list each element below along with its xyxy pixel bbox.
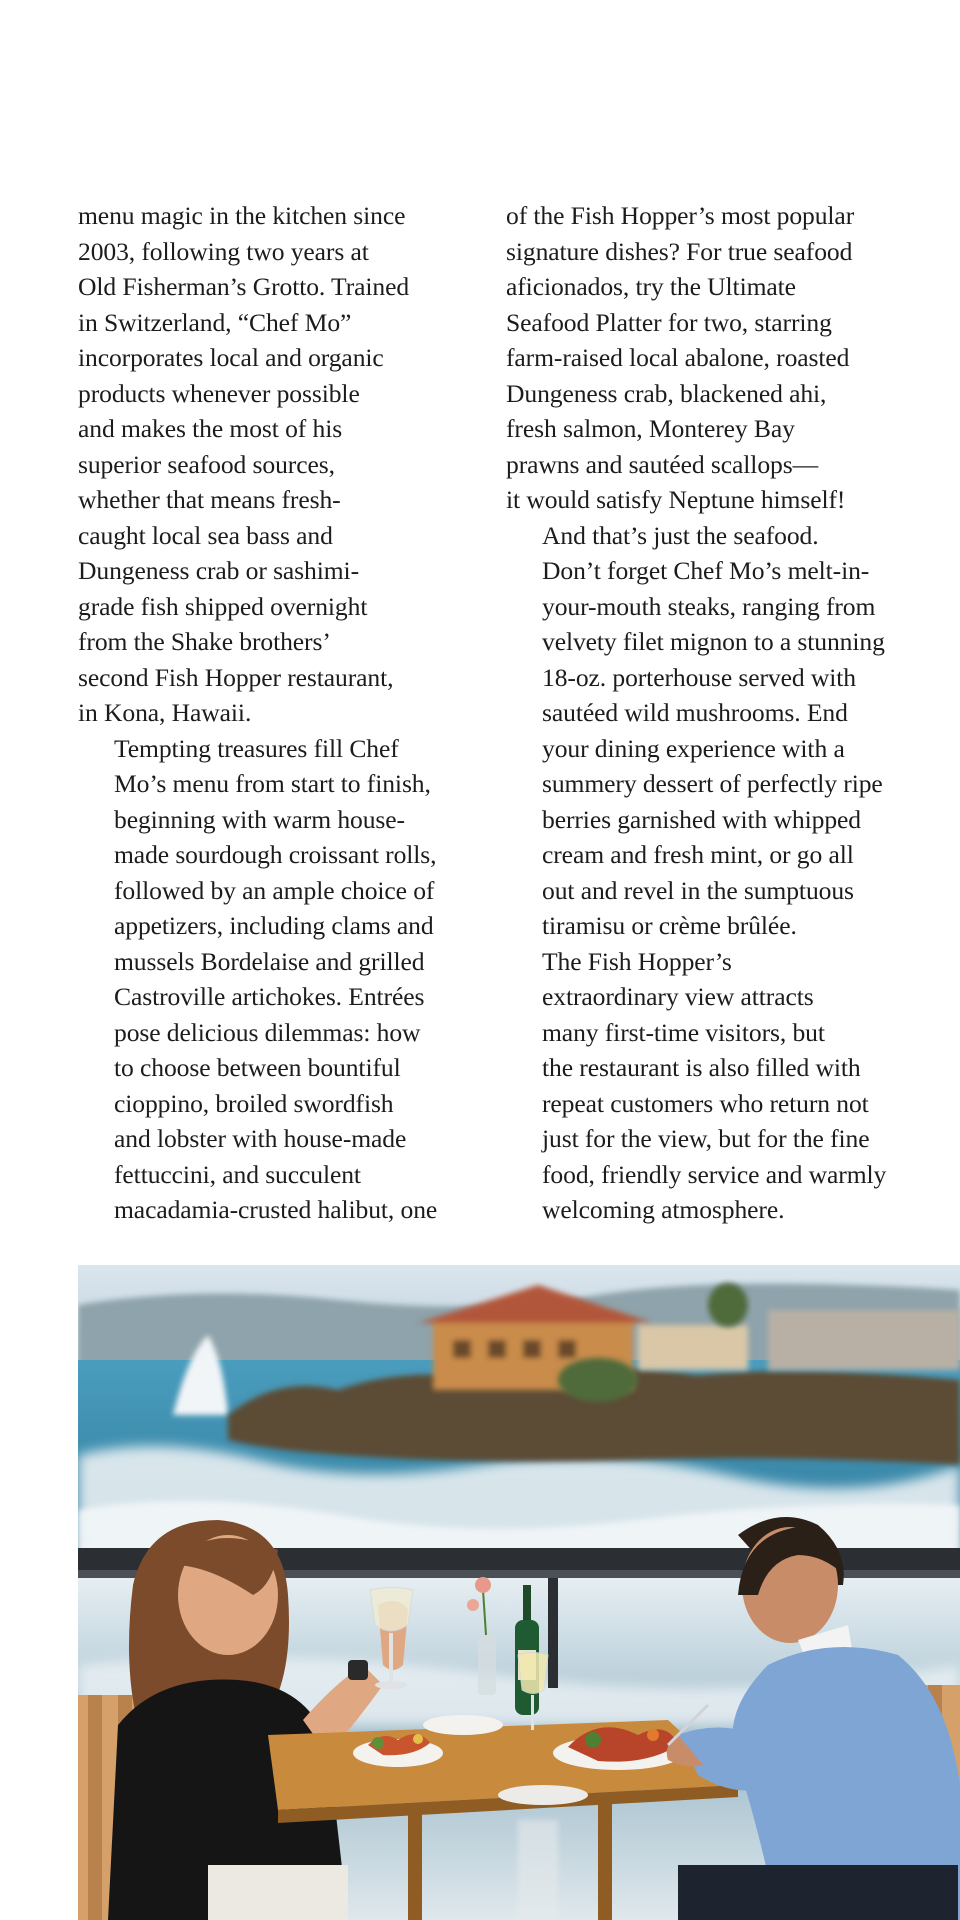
text-line: whether that means fresh- [78, 485, 341, 514]
photo-shape [88, 1695, 102, 1920]
paragraph [506, 198, 888, 518]
photo-shape [518, 1653, 548, 1694]
photo-shape [370, 1588, 413, 1632]
text-line: welcoming atmosphere. [542, 1195, 785, 1224]
text-line: menu magic in the kitchen since [78, 201, 406, 230]
text-line: Mo’s menu from start to finish, [114, 769, 431, 798]
text-line: it would satisfy Neptune himself! [506, 485, 846, 514]
photo-shape [768, 1310, 960, 1370]
article-column-left [78, 198, 460, 1228]
photo-shape [638, 1325, 748, 1370]
text-line: summery dessert of perfectly ripe [542, 769, 883, 798]
photo-shape [413, 1734, 423, 1744]
photo-shape [408, 1810, 422, 1920]
restaurant-photo [78, 1265, 960, 1920]
paragraph [78, 731, 460, 1228]
text-line: in Switzerland, “Chef Mo” [78, 307, 352, 337]
text-line: cioppino, broiled swordfish [114, 1088, 394, 1118]
text-line: prawns and sautéed scallops— [506, 449, 819, 479]
text-line: beginning with warm house- [114, 804, 405, 834]
photo-shape [375, 1681, 407, 1689]
text-line: velvety filet mignon to a stunning [542, 627, 885, 656]
text-line: incorporates local and organic [78, 343, 384, 372]
text-line: in Kona, Hawaii. [78, 698, 252, 727]
photo-shape [531, 1695, 534, 1730]
text-line: followed by an ample choice of [114, 875, 435, 905]
text-line: 18-oz. porterhouse served with [542, 662, 856, 692]
text-line: second Fish Hopper restaurant, [78, 662, 394, 692]
text-line: The Fish Hopper’s [542, 946, 732, 976]
photo-shape [708, 1283, 748, 1327]
text-line: repeat customers who return not [542, 1088, 869, 1118]
photo-shape [348, 1660, 368, 1680]
text-line: to choose between bountiful [114, 1053, 401, 1082]
paragraph [506, 944, 888, 1228]
text-line: Old Fisherman’s Grotto. Trained [78, 272, 410, 301]
photo-tree [558, 1358, 638, 1402]
text-line: the restaurant is also filled with [542, 1053, 861, 1082]
text-line: just for the view, but for the fine [542, 1124, 870, 1153]
photo-shape [467, 1599, 479, 1611]
text-line: Castroville artichokes. Entrées [114, 982, 425, 1011]
text-line: out and revel in the sumptuous [542, 875, 854, 905]
article-columns [78, 198, 888, 1228]
photo-illustration [78, 1265, 960, 1920]
text-line: superior seafood sources, [78, 449, 335, 479]
photo-shape [488, 1340, 506, 1358]
text-line: Tempting treasures fill Chef [114, 733, 399, 763]
text-line: And that’s just the seafood. [542, 520, 819, 550]
text-line: and makes the most of his [78, 414, 343, 443]
text-line: pose delicious dilemmas: how [114, 1017, 421, 1047]
text-line: 2003, following two years at [78, 236, 369, 266]
photo-shape [478, 1635, 496, 1695]
text-line: of the Fish Hopper’s most popular [506, 201, 855, 230]
text-line: farm-raised local abalone, roasted [506, 343, 850, 372]
text-line: fettuccini, and succulent [114, 1159, 361, 1189]
photo-foreground-glass [518, 1820, 558, 1920]
photo-shape [647, 1729, 659, 1741]
text-line: caught local sea bass and [78, 520, 333, 550]
text-line: Seafood Platter for two, starring [506, 307, 832, 337]
text-line: mussels Bordelaise and grilled [114, 946, 425, 976]
text-line: food, friendly service and warmly [542, 1159, 887, 1189]
text-line: tiramisu or crème brûlée. [542, 911, 797, 940]
photo-shape [475, 1577, 491, 1593]
text-line: made sourdough croissant rolls, [114, 840, 437, 869]
text-line: signature dishes? For true seafood [506, 236, 853, 266]
photo-shape [678, 1865, 958, 1920]
photo-shape [523, 1585, 531, 1625]
photo-shape [558, 1340, 576, 1358]
text-line: your-mouth steaks, ranging from [542, 591, 876, 621]
paragraph [78, 198, 460, 731]
text-line: from the Shake brothers’ [78, 627, 331, 656]
text-line: and lobster with house-made [114, 1124, 407, 1153]
article-column-right [506, 198, 888, 1228]
text-line: Dungeness crab, blackened ahi, [506, 378, 827, 408]
text-line: fresh salmon, Monterey Bay [506, 414, 795, 443]
photo-shape [208, 1865, 348, 1920]
text-line: your dining experience with a [542, 733, 845, 763]
text-line: grade fish shipped overnight [78, 591, 368, 621]
photo-shape [389, 1633, 393, 1683]
paragraph [506, 518, 888, 944]
photo-plate-center [423, 1715, 503, 1735]
photo-shape [585, 1732, 601, 1748]
text-line: Don’t forget Chef Mo’s melt-in- [542, 556, 870, 585]
text-line: Dungeness crab or sashimi- [78, 556, 359, 585]
text-line: sautéed wild mushrooms. End [542, 698, 848, 727]
photo-shape [598, 1800, 612, 1920]
photo-shape [548, 1578, 558, 1688]
text-line: aficionados, try the Ultimate [506, 272, 796, 301]
text-line: extraordinary view attracts [542, 982, 814, 1011]
text-line: appetizers, including clams and [114, 911, 434, 940]
photo-bread-plate [498, 1785, 588, 1805]
text-line: cream and fresh mint, or go all [542, 840, 854, 869]
text-line: products whenever possible [78, 378, 360, 408]
text-line: macadamia-crusted halibut, one [114, 1195, 438, 1224]
photo-shape [523, 1340, 541, 1358]
text-line: berries garnished with whipped [542, 804, 861, 834]
photo-shape [372, 1737, 384, 1749]
text-line: many first-time visitors, but [542, 1017, 825, 1047]
photo-shape [453, 1340, 471, 1358]
